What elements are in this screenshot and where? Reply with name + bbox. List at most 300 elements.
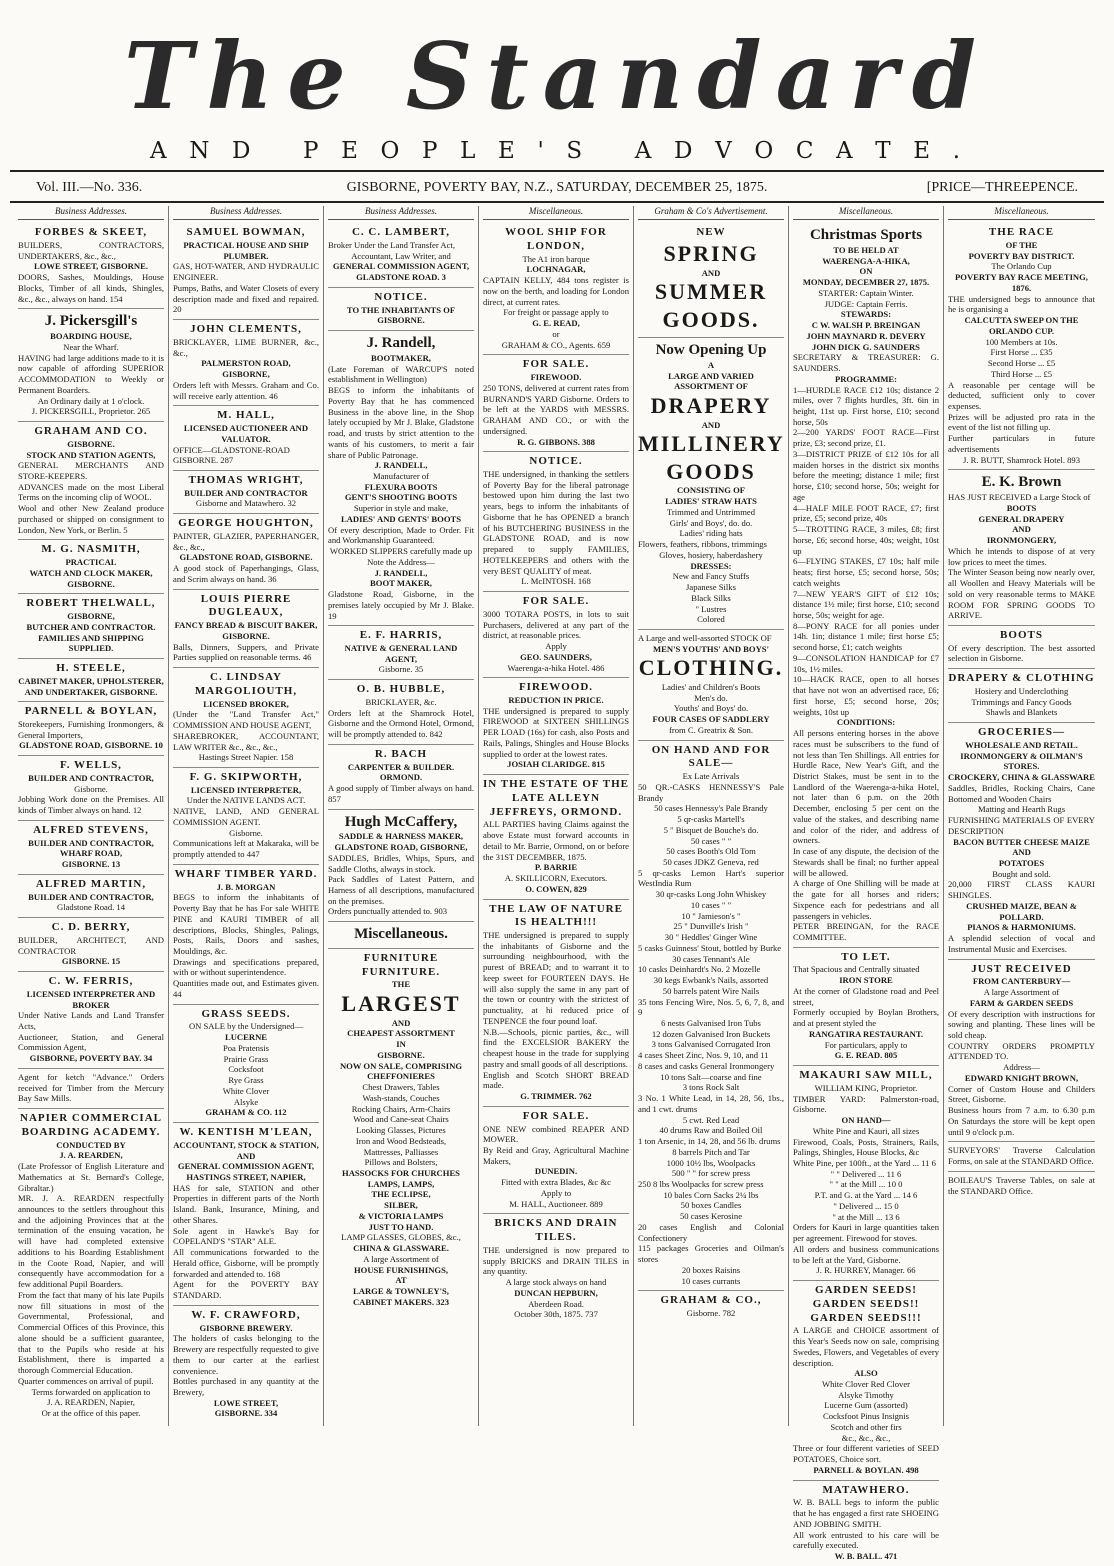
advertisement-line: Chest Drawers, Tables: [362, 1082, 440, 1093]
advertisement-line: Trimmings and Fancy Goods: [971, 696, 1072, 707]
advertisement-heading: ON HAND AND FOR SALE—: [651, 743, 771, 770]
advertisement-line: BUILDER, ARCHITECT, AND CONTRACTOR: [18, 934, 164, 956]
advertisement-line: A Large and well-assorted STOCK OF: [638, 632, 772, 643]
masthead-subtitle-letter: A: [150, 138, 171, 164]
advertisement-line: WORKED SLIPPERS carefully made up: [329, 546, 473, 557]
advertisement-heading: C. D. BERRY,: [51, 921, 131, 934]
advertisement-line: Quantities made out, and Estimates given. 44: [173, 978, 319, 999]
advertisement-line: BRICKLAYER, LIME BURNER, &c., &c.,: [173, 336, 319, 358]
advertisement-line: GLADSTONE ROAD. 3: [356, 272, 446, 283]
advertisement-line: J. PICKERSGILL, Proprietor. 265: [31, 406, 151, 417]
advertisement-line: BOOTS: [1006, 502, 1037, 513]
advertisement-line: White Pine, per 100ft., at the Yard ... 11 6: [793, 1157, 936, 1168]
advertisement: [173, 223, 319, 320]
masthead-subtitle-letter: [273, 138, 284, 164]
advertisement-line: IN: [396, 1039, 406, 1050]
advertisement-heading: GEORGE HOUGHTON,: [178, 517, 314, 530]
advertisement-line: Business hours from 7 a.m. to 6.30 p.m On Saturdays the store will be kept open until 9 o'clock p.m.: [948, 1105, 1095, 1137]
advertisement-line: HASTINGS STREET, NAPIER,: [186, 1172, 306, 1182]
advertisement-line: ON HAND—: [841, 1115, 891, 1126]
advertisement-line: A large Assortment of: [363, 1253, 439, 1264]
advertisement-line: 8 barrels Pitch and Tar: [672, 1146, 750, 1157]
advertisement-line: 50 barrels patent Wire Nails: [662, 985, 760, 996]
advertisement-line: LUCERNE: [224, 1032, 268, 1043]
advertisement-line: STARTER: Captain Winter.: [818, 287, 914, 298]
advertisement-line: 10 tons Salt—coarse and fine: [660, 1071, 762, 1082]
advertisement-line: Colored: [697, 614, 725, 625]
advertisement-line: O. COWEN, 829: [525, 883, 587, 894]
advertisement-line: PRACTICAL HOUSE AND SHIP PLUMBER.: [183, 240, 309, 261]
advertisement-line: FROM CANTERBURY—: [972, 976, 1071, 987]
advertisement-line: W. B. BALL begs to inform the public that he has engaged a first rate SHOEING AND JOBBING SMITH.: [793, 1497, 939, 1529]
masthead-subtitle: [150, 138, 964, 164]
advertisement-line: GLADSTONE ROAD, GISBORNE. 10: [19, 740, 163, 751]
advertisement-line: 50 QR.-CASKS HENNESSY'S Pale Brandy: [638, 781, 784, 803]
advertisement-line: BUTCHER AND CONTRACTOR.: [26, 621, 156, 632]
advertisement-line: BUILDERS, CONTRACTORS, UNDERTAKERS, &c., &c.,: [18, 240, 164, 261]
advertisement-line: Hosiery and Underclothing: [974, 685, 1069, 696]
advertisement-line: A large stock always on hand: [505, 1277, 607, 1288]
advertisement-heading: SAMUEL BOWMAN,: [186, 226, 306, 239]
price: [PRICE—THREEPENCE.: [926, 180, 1078, 195]
advertisement-line: 3 tons Rock Salt: [682, 1082, 740, 1093]
column-3: [324, 206, 479, 1426]
advertisement-line: 50 boxes Candles: [680, 1200, 742, 1211]
advertisement-line: Of every description with instructions for sowing and planting. These lines will be sold cheap.: [948, 1008, 1095, 1041]
masthead-title: The Standard: [123, 22, 991, 130]
masthead-subtitle-letter: ': [537, 138, 548, 164]
advertisement-line: Aberdeen Road.: [528, 1298, 584, 1309]
advertisement: [328, 922, 474, 949]
advertisement-line: Drawings and specifications prepared, with or without superintendence.: [173, 956, 319, 978]
column-1: [14, 206, 169, 1426]
advertisement-line: THE undersigned is now prepared to supply BRICKS and DRAIN TILES in any quantity.: [483, 1244, 629, 1277]
advertisement: [638, 630, 784, 741]
advertisement: [948, 723, 1095, 959]
advertisement-line: 10 bales Corn Sacks 2¼ lbs: [663, 1189, 759, 1200]
advertisement-line: 10 cases currants: [681, 1275, 741, 1286]
advertisement-line: STOCK AND STATION AGENTS,: [26, 449, 156, 460]
advertisement-line: ONE NEW combined REAPER AND MOWER.: [483, 1123, 629, 1145]
advertisement-line: 1 ton Arsenic, in 14, 28, and 56 lb. drums: [638, 1136, 781, 1147]
advertisement-heading: THE RACE: [988, 226, 1055, 239]
advertisement-heading: DRAPERY & CLOTHING: [948, 672, 1095, 685]
advertisement-line: 5 casks Guinness' Stout, bottled by Burke: [638, 942, 782, 953]
advertisement-line: HAVING had large additions made to it is now capable of affording SUPERIOR ACCOMMODATION to Weekly or Permanent Boarders.: [18, 352, 164, 395]
advertisement-line: ON: [859, 266, 873, 277]
advertisement-line: 7—NEW YEAR'S GIFT of £12 10s; distance 1½ mile; first horse, £10; second horse, 50s; weight for age.: [793, 588, 939, 620]
advertisement-line: CHINA & GLASSWARE.: [353, 1243, 449, 1254]
place-and-date: GISBORNE, POVERTY BAY, N.Z., SATURDAY, DECEMBER 25, 1875.: [346, 180, 768, 195]
advertisement-line: Rocking Chairs, Arm-Chairs: [351, 1103, 451, 1114]
advertisement-line: 30 kegs Ewbank's Nails, assorted: [653, 975, 769, 986]
advertisement-line: G. E. READ. 805: [834, 1050, 898, 1061]
advertisement-line: HASSOCKS FOR CHURCHES: [342, 1167, 460, 1178]
advertisement-line: 30 cases Tennant's Ale: [672, 953, 750, 964]
advertisement: [328, 626, 474, 680]
advertisement-heading: GRAHAM & CO.,: [660, 1294, 762, 1307]
advertisement-line: A good supply of Timber always on hand. 857: [328, 783, 474, 804]
advertisement-heading: GRASS SEEDS.: [201, 1007, 291, 1020]
advertisement-heading: E. F. HARRIS,: [359, 629, 443, 642]
advertisement-line: Iron and Wood Bedsteads,: [355, 1135, 447, 1146]
advertisement-line: J. A. REARDEN,: [59, 1150, 123, 1161]
advertisement-line: Orders punctually attended to. 903: [328, 906, 448, 917]
advertisement-line: 10 cases " ": [690, 899, 732, 910]
advertisement-line: Shawls and Blankets: [985, 707, 1058, 718]
advertisement: [18, 594, 164, 659]
advertisement-line: " " Delivered ... 11 6: [830, 1168, 902, 1179]
advertisement-line: GEO. SAUNDERS,: [520, 651, 592, 662]
dateline-rule: [10, 201, 1104, 203]
advertisement-line: Gloves, hosiery, haberdashery: [659, 549, 763, 560]
advertisement-line: GISBORNE.: [222, 630, 270, 641]
advertisement-line: SADDLE & HARNESS MAKER,: [338, 831, 464, 842]
advertisement: [328, 331, 474, 626]
advertisement-line: CALCUTTA SWEEP ON THE: [964, 315, 1079, 326]
advertisement-line: A LARGE and CHOICE assortment of this Year's Seeds now on sale, comprising Swedes, Flowers, and Vegetables of every description.: [793, 1325, 939, 1368]
advertisement-line: BEGS to inform the inhabitants of Poverty Bay that he has commenced Business in the above line, in the Shop lately occupied by Mr J. Blake, Gladstone road, and trusts by strict attention to the wants of his customers, to merit a fair share of Public Patronage.: [328, 385, 474, 460]
advertisement-line: Address—: [1003, 1062, 1040, 1073]
advertisement: [483, 775, 629, 899]
advertisement-line: Saddles, Bridles, Rocking Chairs, Cane Bottomed and Wooden Chairs: [948, 782, 1095, 804]
advertisement-heading: NEW: [696, 226, 726, 239]
advertisement-line: Further particulars in future advertisements: [948, 433, 1095, 454]
advertisement: [18, 659, 164, 702]
advertisement-line: LAMPS, LAMPS,: [367, 1178, 435, 1189]
advertisement-line: LOWE STREET, GISBORNE.: [34, 261, 148, 272]
advertisement: [793, 1281, 939, 1481]
advertisement-line: 40 drums Raw and Boiled Oil: [659, 1125, 763, 1136]
advertisement-line: CARPENTER & BUILDER.: [347, 761, 455, 772]
advertisement-line: MONDAY, DECEMBER 27, 1875.: [802, 277, 930, 288]
advertisement-heading: Now Opening Up: [655, 342, 767, 359]
advertisement-line: 6 nests Galvanised Iron Tubs: [661, 1018, 761, 1028]
advertisement-heading: ROBERT THELWALL,: [26, 597, 156, 610]
advertisement-line: PAINTER, GLAZIER, PAPERHANGER, &c., &c.,: [173, 530, 319, 552]
advertisement: [948, 960, 1095, 1143]
advertisement-line: Alsyke Timothy: [838, 1389, 894, 1400]
advertisement-line: GISBORNE. 15: [61, 956, 121, 967]
advertisement-heading: NOTICE.: [529, 455, 583, 468]
advertisement: [18, 821, 164, 875]
advertisement-line: 3 tons Galvanised Corrugated Iron: [651, 1039, 771, 1050]
masthead-subtitle-letter: O: [380, 138, 404, 164]
advertisement-line: WATCH AND CLOCK MAKER,: [29, 567, 153, 578]
advertisement-line: PRACTICAL: [65, 557, 117, 568]
advertisement-line: IRONMONGERY,: [986, 535, 1057, 546]
advertisement: [793, 948, 939, 1066]
advertisement: [483, 1107, 629, 1215]
advertisement-line: Agent for the POVERTY BAY STANDARD.: [173, 1279, 319, 1301]
advertisement-line: Wood and Cane-seat Chairs: [353, 1114, 449, 1125]
advertisement-line: GISBORNE,: [222, 369, 270, 380]
advertisement-line: 3—DISTRICT PRIZE of £12 10s for all maiden horses in the district six months before the meeting; distance 1 mile; first horse, £10; second horse, 50s; weight for age: [793, 448, 939, 502]
advertisement-line: 1—HURDLE RACE £12 10s; distance 2 miles, over 7 flights hurdles, 3ft. 6in in height, 11st up. First horse, £10; second horse, 50s: [793, 384, 939, 427]
advertisement-line: Which he intends to dispose of at very low prices to meet the times.: [948, 545, 1095, 567]
advertisement: [18, 1109, 164, 1423]
advertisement-heading: MATAWHERO.: [822, 1483, 910, 1496]
advertisement-line: AND: [701, 419, 721, 430]
advertisement-line: ADVANCES made on the most Liberal Terms on the incoming clip of WOOL.: [18, 481, 164, 503]
masthead-subtitle-letter: A: [634, 138, 656, 164]
advertisement-line: WAERENGA-A-HIKA,: [822, 255, 910, 266]
advertisement-line: A large Assortment of: [983, 987, 1060, 998]
advertisement-heading: C. LINDSAY MARGOLIOUTH,: [194, 671, 298, 697]
advertisement-heading: GROCERIES—: [977, 726, 1066, 739]
advertisement: [173, 1306, 319, 1423]
advertisement-line: English and Scotch SHORT BREAD made.: [483, 1069, 629, 1091]
advertisement-line: J. R. BUTT, Shamrock Hotel. 893: [962, 454, 1081, 465]
advertisement-line: AND: [1012, 847, 1031, 858]
advertisement-line: 30 qr-casks Long John Whiskey: [655, 889, 767, 900]
masthead-subtitle-letter: A: [836, 138, 857, 164]
advertisement: [483, 223, 629, 355]
advertisement-line: CABINET MAKER, UPHOLSTERER,: [18, 675, 164, 686]
column-7: [944, 206, 1099, 1426]
advertisement-line: Wool and other New Zealand produce purchased or shipped on consignment to London, New York, or Berlin. 5: [18, 503, 164, 535]
advertisement-line: MR. J. A. REARDEN respectfully announces to the settlers throughout this and the adjoining Provinces that at the termination of the ensuing vacation, he will have had completed extensive additions to his Boarding Establishment in the Coote Road, Napier, and will consequently have accommodation for a few additional Pupil Boarders.: [18, 1193, 164, 1290]
advertisement-line: Men's do.: [694, 692, 728, 703]
advertisement-line: Jobbing Work done on the Premises. All kinds of Timber always on hand. 12: [18, 794, 164, 816]
columns: [14, 206, 1100, 1562]
advertisement-line: White Pine and Kauri, all sizes: [812, 1125, 920, 1136]
advertisement-heading: ALFRED STEVENS,: [33, 823, 149, 836]
advertisement-line: LADIES' AND GENTS' BOOTS: [340, 513, 462, 524]
advertisement-line: Waerenga-a-hika Hotel. 486: [507, 662, 605, 673]
advertisement-line: GAS, HOT-WATER, AND HYDRAULIC ENGINEER.: [173, 261, 319, 283]
advertisement-line: OFFICE—GLADSTONE-ROAD GISBORNE. 287: [173, 444, 290, 466]
advertisement-line: GENERAL MERCHANTS AND STORE-KEEPERS.: [18, 460, 164, 481]
advertisement-line: LICENSED INTERPRETER,: [190, 784, 302, 795]
column-header: Graham & Co's Advertisement.: [638, 206, 784, 220]
advertisement-line: MEN'S YOUTHS' AND BOYS': [653, 643, 769, 654]
column-header: Business Addresses.: [328, 206, 474, 220]
advertisement-line: GISBORNE,: [67, 611, 115, 622]
advertisement-line: Rye Grass: [228, 1075, 264, 1086]
advertisement-line: BUILDER AND CONTRACTOR,: [28, 891, 154, 902]
advertisement-line: Japanese Silks: [686, 582, 736, 593]
advertisement-heading: R. BACH: [374, 747, 428, 760]
advertisement-line: 5 " Bisquet de Bouche's do.: [663, 824, 759, 835]
advertisement: [483, 1214, 629, 1324]
advertisement-line: ALSO: [854, 1368, 878, 1379]
advertisement: [328, 810, 474, 923]
advertisement-line: Orders left at the Shamrock Hotel, Gisborne and the Ormond Hotel, Ormond, will be promptly attended to. 842: [328, 707, 474, 740]
advertisement: [793, 1481, 939, 1566]
masthead-subtitle-letter: E: [341, 138, 362, 164]
advertisement-heading: PARNELL & BOYLAN,: [24, 705, 158, 718]
advertisement-line: Looking Glasses, Pictures: [356, 1125, 446, 1136]
advertisement-line: C W. WALSH P. BREINGAN: [811, 320, 921, 331]
advertisement-line: G. E. READ,: [532, 318, 580, 329]
column-header: Miscellaneous.: [483, 206, 629, 220]
advertisement-line: THE ECLIPSE,: [371, 1189, 431, 1200]
advertisement: [18, 756, 164, 821]
advertisement: [483, 452, 629, 592]
advertisement-line: or: [552, 328, 560, 339]
advertisement-line: LADIES' STRAW HATS: [665, 496, 757, 507]
advertisement-line: GISBORNE BREWERY.: [199, 1322, 293, 1333]
advertisement: [328, 288, 474, 331]
advertisement-line: 6—FLYING STAKES, £7 10s; half mile heats; first horse, £5; second horse, 50s; catch weights: [793, 556, 939, 588]
advertisement-line: 100 Members at 10s.: [985, 336, 1058, 347]
advertisement: [173, 1123, 319, 1306]
advertisement-line: (Under the "Land Transfer Act," COMMISSION AND HOUSE AGENT,: [173, 709, 319, 731]
advertisement-line: 35 tons Fencing Wire, Nos. 5, 6, 7, 8, and 9: [638, 996, 784, 1018]
advertisement-line: Ladies' riding hats: [679, 528, 743, 539]
advertisement-line: Trimmed and Untrimmed: [666, 506, 755, 517]
masthead-subtitle-letter: D: [232, 138, 255, 164]
advertisement-line: From the fact that many of his late Pupils now fill situations in most of the Governmental, Professional, and Commercial Offices of this Province, this alone should be a sufficient guarantee, that to the Pupils who reside at his Establishment, there is imparted a thorough Commercial Education.: [18, 1289, 164, 1376]
advertisement-line: AND: [236, 1150, 256, 1161]
advertisement-line: 5 qr-casks Lemon Hart's superior WestIndia Rum: [638, 867, 784, 889]
advertisement-line: Apply: [545, 641, 567, 652]
advertisement-line: PROGRAMME:: [834, 373, 898, 384]
advertisement: [483, 355, 629, 452]
advertisement-line: Under the NATIVE LANDS ACT.: [186, 795, 306, 806]
advertisement: [793, 1066, 939, 1281]
advertisement-line: BEGS to inform the inhabitants of Poverty Bay that he has For sale WHITE PINE and KAURI TIMBER of all descriptions, Blocks, Shingles, Palings, Posts, Rails, Doors and sashes, Mouldings, &c.: [173, 892, 319, 957]
advertisement-line: HOUSE FURNISHINGS,: [353, 1264, 449, 1275]
advertisement-line: Fitted with extra Blades, &c &c: [501, 1177, 611, 1188]
advertisement-line: & VICTORIA LAMPS: [358, 1210, 444, 1221]
advertisement-line: BUILDER AND CONTRACTOR,: [28, 837, 154, 848]
advertisement-line: 30 " Heddles' Ginger Wine: [664, 932, 758, 943]
advertisement-line: Matting and Hearth Rugs: [977, 804, 1066, 815]
advertisement-line: POVERTY BAY DISTRICT.: [968, 250, 1075, 261]
advertisement-line: 4 cases Sheet Zinc, Nos. 9, 10, and 11: [638, 1050, 769, 1061]
advertisement: [173, 865, 319, 1005]
advertisement-line: Gisborne.: [229, 827, 263, 838]
advertisement-line: Accountant, Law Writer, and: [351, 250, 451, 261]
advertisement-line: LAMP GLASSES, GLOBES, &c.,: [341, 1232, 461, 1243]
advertisement-line: HAS for sale, STATION and other Properties in different parts of the North Island. Bank, Insurance, Mining, and other Shares.: [173, 1182, 319, 1225]
advertisement: [173, 406, 319, 471]
advertisement: [18, 875, 164, 918]
advertisement-line: RANGATIRA RESTAURANT.: [808, 1028, 924, 1039]
advertisement-line: Superior in style and make,: [353, 503, 449, 514]
advertisement-line: IRON STORE: [839, 975, 893, 986]
advertisement-line: Firewood, Coals, Posts, Strainers, Rails, Palings, Shingles, House Blocks, &c: [793, 1136, 939, 1158]
advertisement-line: Girls' and Boys', do. do.: [669, 517, 753, 528]
advertisement-line: 9—CONSOLATION HANDICAP for £7 10s, 1½ miles.: [793, 652, 939, 674]
advertisement: [328, 680, 474, 745]
advertisement-line: JOHN MAYNARD R. DEVERY: [806, 330, 926, 341]
advertisement-line: AND: [701, 267, 721, 278]
advertisement-line: W. B. BALL. 471: [834, 1551, 898, 1562]
advertisement-line: N.B.—Schools, picnic parties, &c., will find the EXCELSIOR BAKERY the cheapest house in the trade for supplying pastry and small goods of all descriptions.: [483, 1026, 629, 1069]
masthead-subtitle-letter: [605, 138, 616, 164]
advertisement-line: ASSORTMENT OF: [674, 381, 748, 392]
advertisement-line: GENERAL COMMISSION AGENT,: [177, 1161, 315, 1172]
advertisement-heading: M. HALL,: [217, 409, 275, 422]
advertisement-line: LICENSED BROKER,: [203, 698, 289, 709]
masthead-subtitle-letter: L: [460, 138, 480, 164]
advertisement-line: Corner of Custom House and Childers Street, Gisborne.: [948, 1083, 1095, 1105]
advertisement: [948, 1142, 1095, 1171]
advertisement-line: GISBORNE. 13: [61, 859, 121, 870]
masthead-subtitle-letter: O: [754, 138, 778, 164]
advertisement-line: Terms forwarded on application to: [31, 1386, 151, 1397]
masthead-subtitle-letter: V: [715, 138, 736, 164]
masthead-subtitle-letter: E: [913, 138, 935, 164]
advertisement-line: White Clover Red Clover: [821, 1378, 911, 1389]
advertisement: [173, 320, 319, 406]
column-5: [634, 206, 789, 1426]
advertisement-line: 50 cases Kerosine: [679, 1211, 743, 1222]
advertisement-line: All communications forwarded to the Herald office, Gisborne, will be promptly forwarded and attended to. 168: [173, 1247, 319, 1279]
masthead-subtitle-letter: T: [875, 138, 895, 164]
advertisement-line: Quarter commences on arrival of pupil.: [18, 1375, 154, 1386]
advertisement-line: Gladstone Road. 14: [56, 902, 126, 913]
advertisement-line: 5 cwt. Red Lead: [682, 1114, 740, 1125]
advertisement-heading: FORBES & SKEET,: [34, 226, 148, 239]
advertisement-line: " " at the Mill ... 10 0: [829, 1179, 903, 1190]
advertisement-line: Under Native Lands and Land Transfer Acts,: [18, 1010, 164, 1031]
advertisement-line: The Winter Season being now nearly over, all Woollen and Heavy Materials will be sold on very reasonable terms to MAKE ROOM FOR SPRING GOODS TO ARRIVE.: [948, 567, 1095, 621]
advertisement-line: LARGEST: [341, 991, 461, 1017]
advertisement-line: JUDGE: Captain Ferris.: [824, 298, 908, 309]
masthead-subtitle-letter: P: [422, 138, 442, 164]
advertisement-line: For freight or passage apply to: [503, 307, 609, 318]
advertisement-line: " at the Mill ... 13 6: [832, 1211, 900, 1222]
advertisement-line: 5 qr-casks Martell's: [677, 814, 745, 825]
advertisement-heading: THE LAW OF NATURE IS HEALTH!!!: [489, 902, 623, 929]
advertisement-line: Wash-stands, Couches: [362, 1092, 440, 1103]
advertisement-line: GISBORNE.: [377, 1049, 425, 1060]
advertisement-line: GENERAL DRAPERY: [978, 513, 1065, 524]
advertisement-heading: JUST RECEIVED: [971, 962, 1072, 975]
advertisement-heading: H. STEELE,: [56, 662, 126, 675]
advertisement-line: AND: [391, 1017, 411, 1028]
advertisement-line: In case of any dispute, the decision of the Stewards shall be final; no further appeal will be allowed.: [793, 846, 939, 878]
advertisement-line: FAMILIES AND SHIPPING SUPPLIED.: [38, 632, 144, 654]
advertisement-heading: IN THE ESTATE OF THE LATE ALLEYN JEFFREYS, ORMOND.: [483, 778, 629, 818]
advertisement-line: AND: [1012, 524, 1031, 535]
advertisement-line: Note the Address—: [367, 556, 435, 567]
advertisement-line: CHEFFONIERES: [367, 1071, 435, 1082]
advertisement-line: DOORS, Sashes, Mouldings, House Blocks, Timber of all kinds, Shingles, &c., &c., always on hand. 154: [18, 272, 164, 304]
advertisement-heading: Christmas Sports: [809, 227, 923, 244]
advertisement: [948, 669, 1095, 723]
advertisement-line: Orders for Kauri in large quantities taken per agreement. Firewood for stoves.: [793, 1222, 939, 1244]
advertisement-line: PARNELL & BOYLAN. 498: [813, 1464, 919, 1475]
advertisement-line: LARGE AND VARIED: [668, 370, 754, 381]
advertisement: [638, 741, 784, 1292]
advertisement-line: J. A. REARDEN, Napier,: [47, 1397, 135, 1408]
advertisement-line: Manufacturer of: [372, 470, 430, 481]
advertisement-line: GLADSTONE ROAD, GISBORNE,: [334, 842, 468, 853]
advertisement-line: M. HALL, Auctioneer. 889: [509, 1198, 603, 1209]
advertisement-line: 250 8 lbs Woolpacks for screw press: [638, 1179, 764, 1190]
advertisement-line: PALMERSTON ROAD,: [201, 358, 291, 369]
advertisement-line: BUILDER AND CONTRACTOR: [184, 487, 308, 498]
advertisement-line: 50 cases Hennessy's Pale Brandy: [654, 803, 768, 814]
advertisement-line: SILBER,: [384, 1200, 418, 1211]
advertisement-line: Gisborne. 782: [686, 1308, 736, 1319]
advertisement-line: SPRING: [663, 241, 759, 266]
advertisement-line: 25 " Dunville's Irish ": [673, 921, 749, 932]
advertisement-line: WILLIAM KING, Proprietor.: [814, 1082, 918, 1093]
advertisement-line: ORMOND.: [379, 772, 423, 783]
advertisement-line: THE undersigned begs to announce that he is organising a: [948, 293, 1095, 315]
advertisement-line: Three or four different varieties of SEED POTATOES, Choice sort.: [793, 1443, 939, 1465]
advertisement-line: BACON BUTTER CHEESE MAIZE: [953, 836, 1090, 847]
advertisement-line: 500 " " for screw press: [671, 1168, 751, 1179]
advertisement: [483, 900, 629, 1107]
advertisement-heading: C. W. FERRIS,: [48, 975, 134, 988]
